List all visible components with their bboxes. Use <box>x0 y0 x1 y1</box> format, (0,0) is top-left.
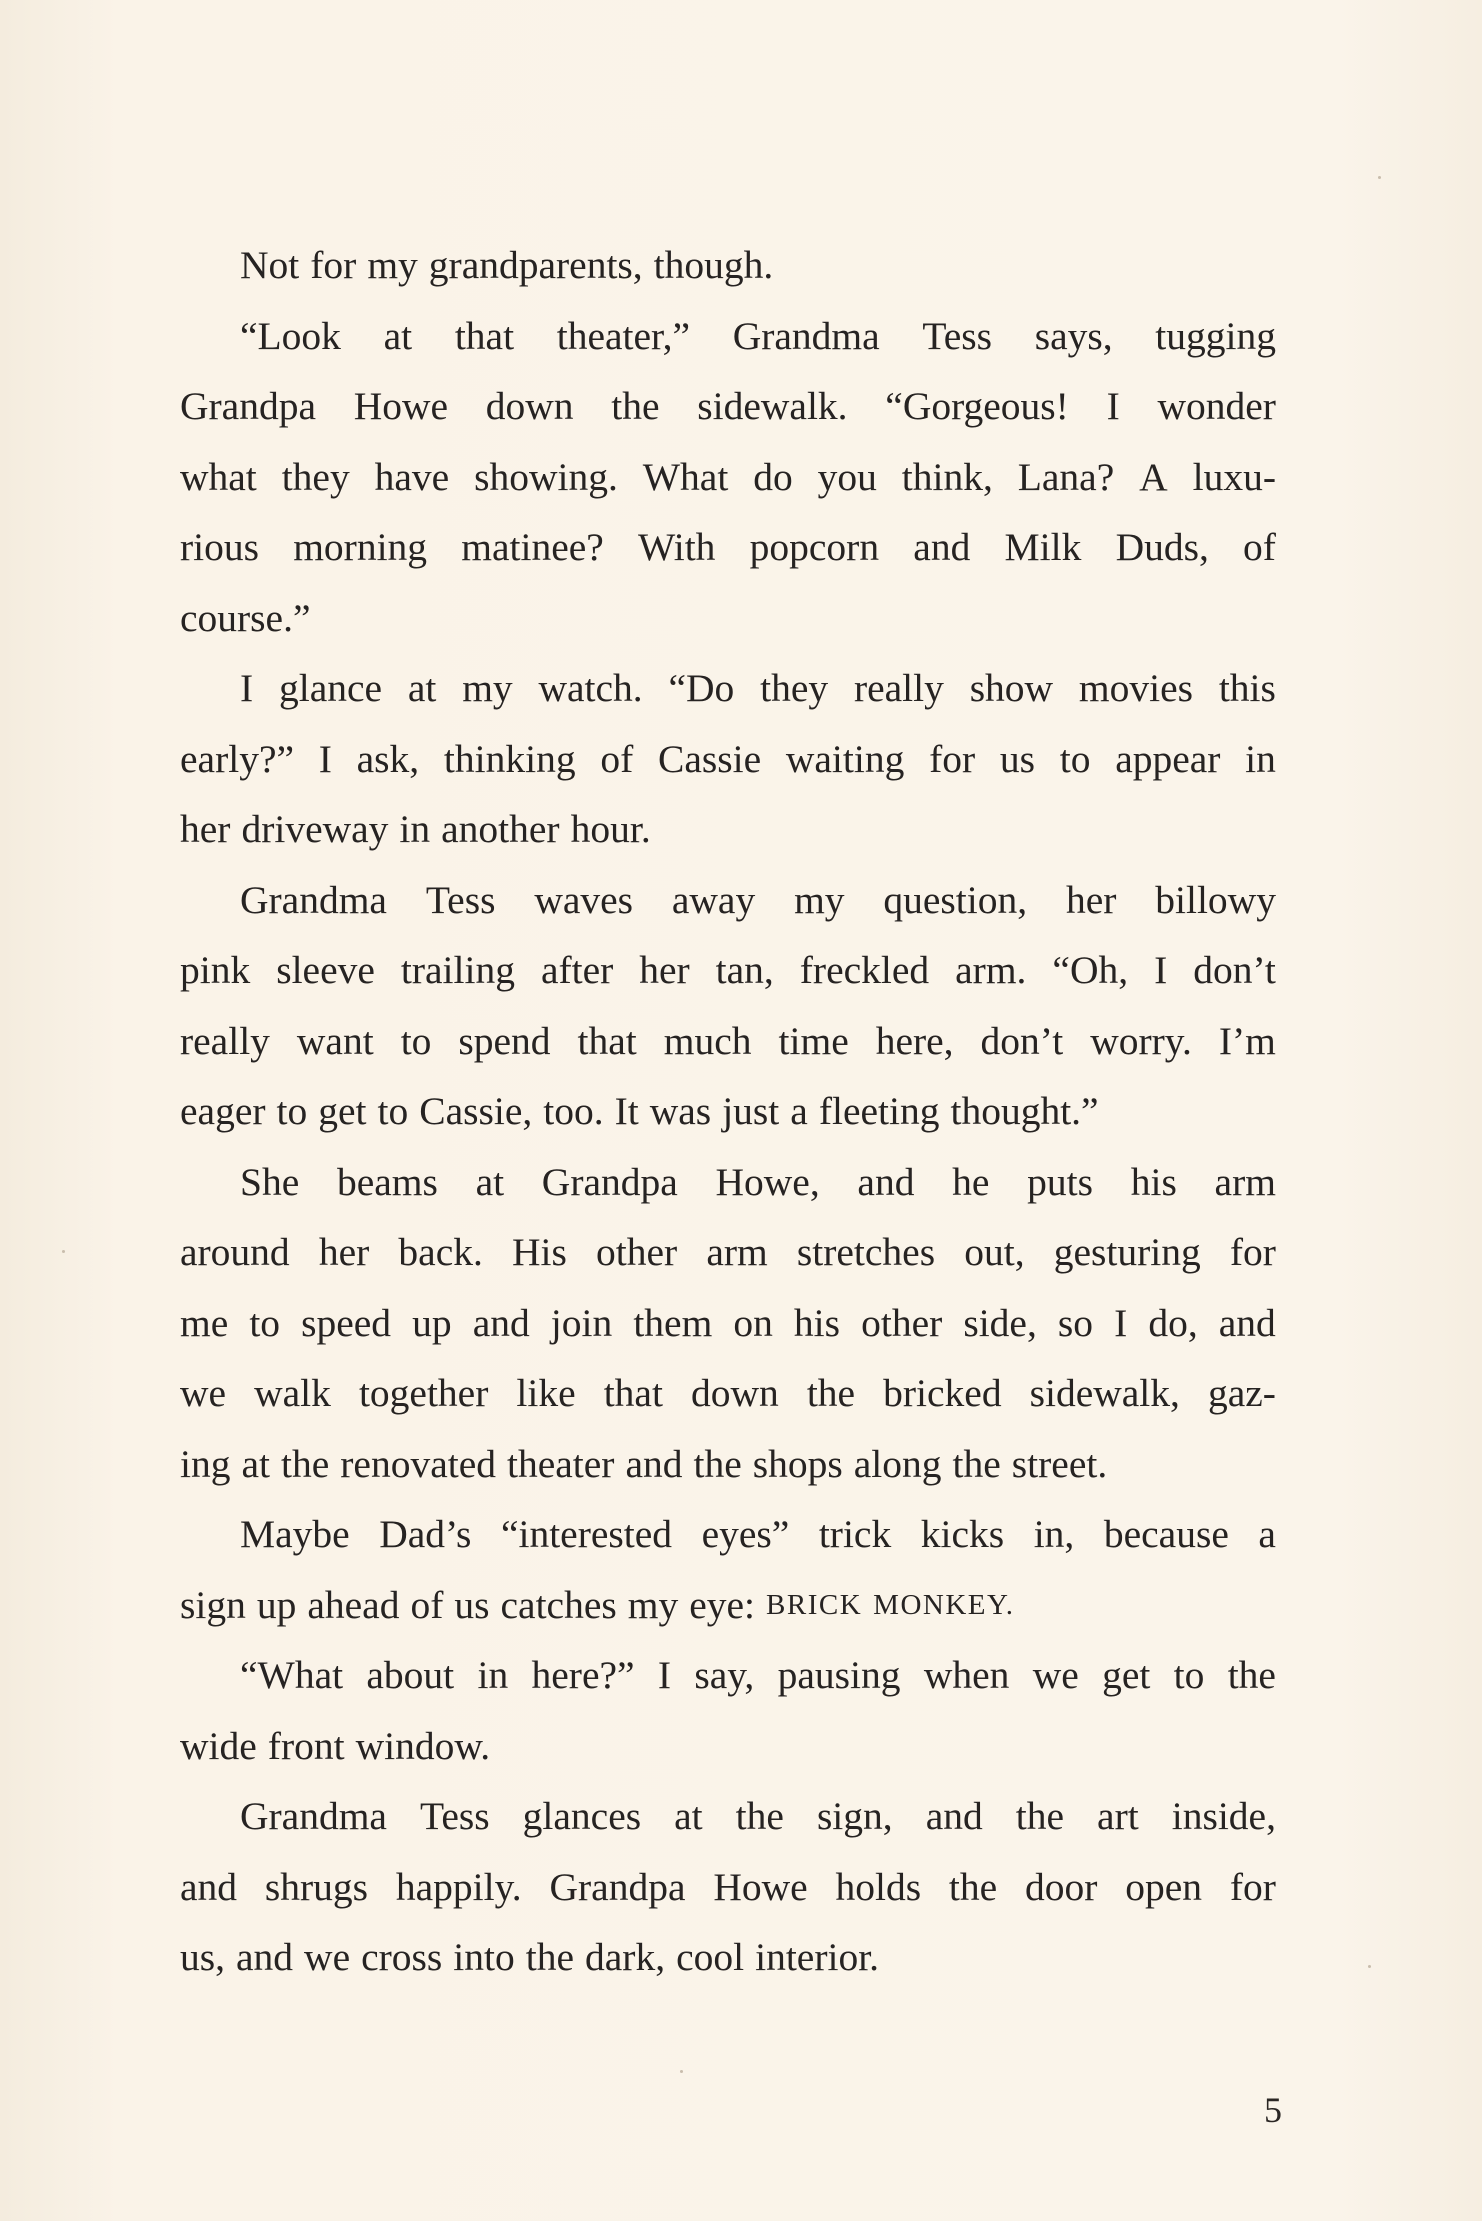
word: that <box>577 1018 637 1063</box>
word: With <box>638 525 716 569</box>
word: ing <box>180 1441 231 1486</box>
word: side, <box>963 1300 1037 1345</box>
word: he <box>952 1159 990 1204</box>
word: for <box>929 736 976 781</box>
word: what <box>180 454 257 499</box>
word: in, <box>1033 1512 1075 1556</box>
word: I <box>1154 948 1168 992</box>
word: a <box>790 1089 808 1133</box>
word: walk <box>254 1371 331 1415</box>
word: thinking <box>443 736 576 781</box>
word: tugging <box>1155 313 1276 358</box>
word: stretches <box>796 1230 936 1274</box>
word: my <box>627 1582 679 1627</box>
word: don’t <box>1193 948 1276 992</box>
word: the <box>806 1371 856 1415</box>
word: get <box>1102 1653 1151 1697</box>
word: early?” <box>180 736 295 781</box>
word: away <box>671 877 756 922</box>
word: What <box>642 454 729 499</box>
word: in <box>399 807 431 851</box>
word: wonder <box>1157 384 1276 428</box>
word: popcorn <box>749 525 880 569</box>
word: show <box>969 666 1054 710</box>
word: Milk <box>1004 525 1082 569</box>
word: fleeting <box>818 1089 940 1133</box>
text-line <box>180 442 1276 513</box>
word: my <box>794 877 845 922</box>
word: up <box>412 1300 452 1345</box>
word: to <box>1173 1653 1205 1697</box>
text-line <box>180 865 1276 936</box>
word: waves <box>534 877 634 922</box>
word: Grandma <box>240 877 387 922</box>
word: It <box>614 1089 639 1133</box>
word: up <box>256 1582 297 1627</box>
word: time <box>778 1018 849 1063</box>
word: her <box>318 1230 370 1274</box>
word: Dad’s <box>379 1512 472 1556</box>
word: shops <box>752 1441 843 1486</box>
word: Not <box>240 243 300 287</box>
word: art <box>1097 1794 1139 1838</box>
word: MONKEY. <box>873 1588 1015 1621</box>
word: street. <box>1011 1441 1108 1486</box>
text-line <box>180 1147 1276 1218</box>
word: matinee? <box>461 525 604 569</box>
word: question, <box>883 877 1028 922</box>
text-line <box>180 1852 1276 1923</box>
word: me <box>180 1300 229 1345</box>
word: says, <box>1034 313 1113 358</box>
word: us, <box>180 1935 225 1979</box>
word: beams <box>336 1159 438 1204</box>
word: so <box>1057 1300 1094 1345</box>
text-line <box>180 1570 1276 1641</box>
word: eye: <box>689 1582 756 1627</box>
paper-speck <box>1368 1965 1371 1968</box>
word: “Oh, <box>1052 948 1129 992</box>
text-line <box>180 653 1276 724</box>
word: the <box>611 384 660 428</box>
word: I’m <box>1218 1018 1276 1063</box>
word: the <box>281 1441 330 1486</box>
text-line <box>180 1358 1276 1429</box>
word: glances <box>522 1794 642 1838</box>
word: Howe <box>353 384 449 428</box>
word: the <box>525 1935 575 1979</box>
text-line <box>180 1288 1276 1359</box>
word: inside, <box>1171 1794 1276 1838</box>
word: movies <box>1078 666 1194 710</box>
word: Grandpa <box>541 1159 678 1204</box>
word: like <box>516 1371 576 1415</box>
word: freckled <box>799 948 930 992</box>
word: theater <box>507 1441 615 1486</box>
word: just <box>722 1089 780 1133</box>
word: “Do <box>668 666 735 710</box>
word: say, <box>694 1653 755 1697</box>
word: arm. <box>955 948 1027 992</box>
word: along <box>853 1441 942 1486</box>
word: sleeve <box>276 948 375 992</box>
word: much <box>663 1018 752 1063</box>
word: to <box>377 1089 409 1133</box>
word: a <box>1258 1512 1276 1556</box>
word: I <box>1106 384 1120 428</box>
text-line <box>180 583 1276 654</box>
word: I <box>240 666 254 710</box>
word: other <box>596 1230 678 1274</box>
text-line <box>180 1781 1276 1852</box>
word: for <box>1229 1230 1276 1274</box>
word: cross <box>361 1935 443 1979</box>
word: after <box>540 948 614 992</box>
word: BRICK <box>766 1588 863 1621</box>
word: “Gorgeous! <box>885 384 1069 428</box>
word: Grandpa <box>549 1864 686 1909</box>
word: and <box>472 1300 530 1345</box>
word: cool <box>676 1935 745 1979</box>
word: gesturing <box>1053 1230 1201 1274</box>
word: together <box>358 1371 489 1415</box>
word: I <box>1114 1300 1128 1345</box>
text-line <box>180 1711 1276 1782</box>
word: Tess <box>419 1794 490 1838</box>
word: the <box>693 1441 742 1486</box>
word: grandparents, <box>428 243 643 287</box>
word: ahead <box>307 1582 400 1627</box>
word: interior. <box>755 1935 880 1979</box>
word: around <box>180 1230 290 1274</box>
word: of <box>1243 525 1276 569</box>
word: trick <box>818 1512 892 1556</box>
word: us <box>999 736 1035 781</box>
word: course.” <box>180 595 311 640</box>
word: showing. <box>474 454 618 499</box>
word: ask, <box>356 736 420 781</box>
word: for <box>1229 1864 1276 1909</box>
text-line <box>180 1640 1276 1711</box>
word: door <box>1025 1864 1098 1909</box>
word: Lana? <box>1017 454 1115 499</box>
text-line <box>180 371 1276 442</box>
word: eager <box>180 1089 266 1133</box>
paper-speck <box>62 1250 65 1253</box>
word: “What <box>240 1653 344 1697</box>
word: do <box>753 454 793 499</box>
word: Tess <box>425 877 496 922</box>
word: at <box>674 1794 703 1838</box>
word: that <box>603 1371 663 1415</box>
word: at <box>407 666 437 710</box>
word: Grandma <box>240 1794 387 1838</box>
word: we <box>180 1371 227 1415</box>
word: here?” <box>531 1653 635 1697</box>
word: and <box>913 525 971 569</box>
word: I <box>657 1653 672 1697</box>
word: we <box>1032 1653 1079 1697</box>
word: though. <box>653 243 774 287</box>
word: down <box>485 384 574 428</box>
word: of <box>410 1582 444 1627</box>
word: Howe, <box>715 1159 820 1204</box>
word: at <box>475 1159 505 1204</box>
word: want <box>296 1018 374 1063</box>
word: spend <box>458 1018 551 1063</box>
word: front <box>267 1723 345 1768</box>
word: her <box>1065 877 1117 922</box>
word: to <box>1059 736 1091 781</box>
text-line <box>180 935 1276 1006</box>
word: kicks <box>920 1512 1005 1556</box>
word: and <box>625 1441 683 1486</box>
word: my <box>462 666 513 710</box>
word: to <box>400 1018 432 1063</box>
word: other <box>861 1300 943 1345</box>
text-line <box>180 1076 1276 1147</box>
word: we <box>304 1935 351 1979</box>
word: back. <box>398 1230 483 1274</box>
word: think, <box>901 454 993 499</box>
word: us <box>454 1582 490 1627</box>
word: sign, <box>816 1794 893 1838</box>
word: Howe <box>713 1864 808 1909</box>
text-line <box>180 1429 1276 1500</box>
word: driveway <box>241 807 389 851</box>
word: Cassie, <box>419 1089 533 1133</box>
word: arm <box>706 1230 768 1274</box>
word: Grandpa <box>180 384 316 428</box>
word: here, <box>875 1018 954 1063</box>
word: of <box>600 736 634 781</box>
word: Maybe <box>240 1512 350 1556</box>
word: hour. <box>570 807 651 851</box>
word: really <box>180 1018 270 1063</box>
text-line <box>180 724 1276 795</box>
word: the <box>948 1864 998 1909</box>
word: in <box>1245 736 1276 781</box>
text-line <box>180 301 1276 372</box>
word: his <box>1130 1159 1177 1204</box>
word: down <box>690 1371 779 1415</box>
page-number: 5 <box>1264 2090 1282 2130</box>
word: that <box>454 313 515 358</box>
word: “Look <box>240 313 341 358</box>
word: rious <box>180 525 259 569</box>
word: they <box>281 454 350 499</box>
word: too. <box>543 1089 604 1133</box>
word: watch. <box>538 666 643 710</box>
word: her <box>180 807 231 851</box>
word: renovated <box>340 1441 496 1486</box>
word: She <box>240 1159 300 1204</box>
word: out, <box>964 1230 1025 1274</box>
word: holds <box>835 1864 922 1909</box>
word: billowy <box>1155 877 1276 922</box>
text-line <box>180 794 1276 865</box>
word: arm <box>1214 1159 1276 1204</box>
word: when <box>923 1653 1010 1697</box>
word: His <box>512 1230 567 1274</box>
word: pink <box>180 948 251 992</box>
word: join <box>550 1300 613 1345</box>
word: don’t <box>980 1018 1064 1063</box>
word: gaz- <box>1207 1371 1276 1415</box>
word: because <box>1103 1512 1229 1556</box>
word: thought.” <box>950 1089 1099 1133</box>
word: my <box>367 243 418 287</box>
word: at <box>383 313 413 358</box>
text-line <box>180 230 1276 301</box>
word: Tess <box>922 313 993 358</box>
word: into <box>453 1935 515 1979</box>
word: for <box>310 243 357 287</box>
word: and <box>925 1794 983 1838</box>
word: I <box>318 736 332 781</box>
word: and <box>1218 1300 1276 1345</box>
word: the <box>952 1441 1001 1486</box>
word: shrugs <box>264 1864 369 1909</box>
word: you <box>817 454 877 499</box>
word: sidewalk. <box>697 384 848 428</box>
word: her <box>639 948 690 992</box>
word: open <box>1125 1864 1203 1909</box>
word: have <box>374 454 450 499</box>
word: Grandma <box>732 313 880 358</box>
word: eyes” <box>701 1512 790 1556</box>
word: dark, <box>585 1935 666 1979</box>
word: and <box>857 1159 915 1204</box>
text-line <box>180 1499 1276 1570</box>
word: happily. <box>395 1864 522 1909</box>
word: appear <box>1115 736 1221 781</box>
word: tan, <box>715 948 774 992</box>
word: bricked <box>883 1371 1002 1415</box>
paper-speck <box>680 2070 683 2073</box>
word: his <box>793 1300 841 1345</box>
word: on <box>733 1300 773 1345</box>
word: “interested <box>500 1512 673 1556</box>
word: sidewalk, <box>1029 1371 1180 1415</box>
word: they <box>760 666 829 710</box>
word: speed <box>301 1300 392 1345</box>
word: waiting <box>785 736 905 781</box>
word: window. <box>355 1723 491 1768</box>
word: glance <box>278 666 383 710</box>
word: them <box>633 1300 713 1345</box>
word: really <box>853 666 944 710</box>
word: at <box>241 1441 270 1486</box>
word: another <box>441 807 560 851</box>
word: wide <box>180 1723 257 1768</box>
word: was <box>649 1089 712 1133</box>
word: the <box>1227 1653 1276 1697</box>
word: morning <box>293 525 428 569</box>
text-line <box>180 1006 1276 1077</box>
word: about <box>366 1653 455 1697</box>
text-line <box>180 1217 1276 1288</box>
word: luxu- <box>1192 454 1276 499</box>
body-text <box>180 230 1276 1993</box>
word: Duds, <box>1115 525 1209 569</box>
word: Cassie <box>657 736 762 781</box>
word: A <box>1139 454 1168 499</box>
text-line <box>180 512 1276 583</box>
word: puts <box>1027 1159 1094 1204</box>
paper-speck <box>1378 176 1381 179</box>
word: worry. <box>1090 1018 1192 1063</box>
text-line <box>180 1922 1276 1993</box>
word: the <box>1015 1794 1065 1838</box>
word: theater,” <box>556 313 691 358</box>
word: sign <box>180 1582 246 1627</box>
word: and <box>180 1864 238 1909</box>
word: to <box>276 1089 308 1133</box>
word: this <box>1218 666 1276 710</box>
word: catches <box>500 1582 617 1627</box>
word: pausing <box>777 1653 901 1697</box>
word: trailing <box>400 948 515 992</box>
word: do, <box>1148 1300 1198 1345</box>
word: get <box>318 1089 367 1133</box>
word: and <box>236 1935 294 1979</box>
word: in <box>477 1653 509 1697</box>
word: to <box>249 1300 281 1345</box>
word: the <box>735 1794 784 1838</box>
